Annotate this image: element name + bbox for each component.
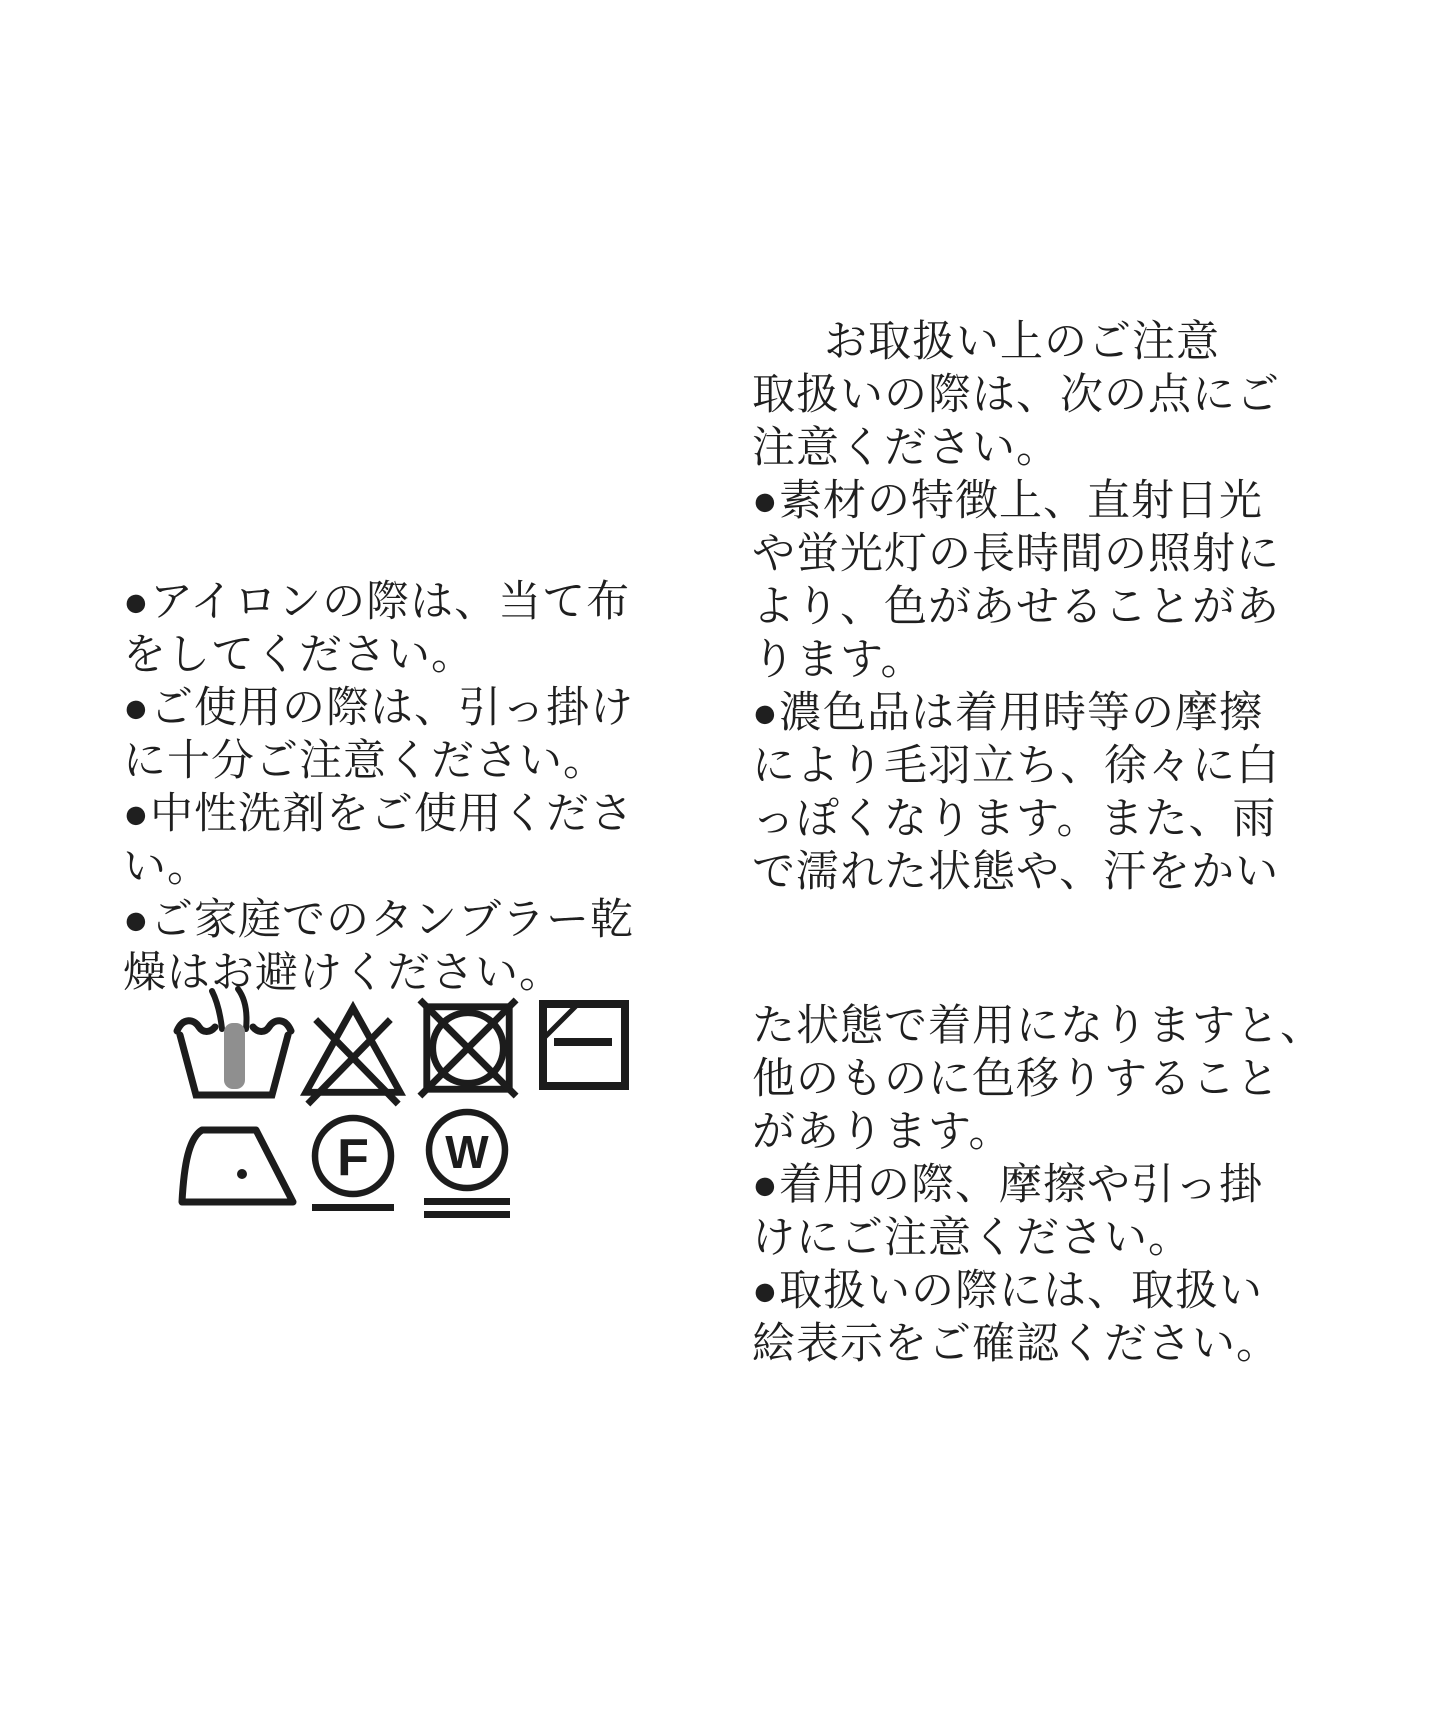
care-note-line: 燥はお避けください。 <box>123 949 563 997</box>
precaution-line: や蛍光灯の長時間の照射に <box>752 530 1280 578</box>
precaution-line: っぽくなります。また、雨 <box>752 795 1277 843</box>
do-not-tumble-dry-icon <box>413 995 523 1101</box>
precaution-line: より、色があせることがあ <box>752 583 1280 631</box>
section-title: お取扱い上のご注意 <box>824 318 1220 366</box>
dry-clean-f-icon <box>306 1112 400 1215</box>
precaution-line: た状態で着用になりますと、 <box>752 1002 1324 1050</box>
precaution-line: けにご注意ください。 <box>752 1214 1192 1262</box>
precaution-line: 注意ください。 <box>752 424 1060 472</box>
precaution-line: 絵表示をご確認ください。 <box>752 1320 1280 1368</box>
precaution-line: ●着用の際、摩擦や引っ掛 <box>752 1161 1263 1209</box>
care-note-line: ●ご家庭でのタンブラー乾 <box>123 896 634 944</box>
wet-clean-letter: W <box>445 1126 489 1178</box>
wet-clean-w-icon <box>420 1108 514 1224</box>
iron-low-icon <box>176 1122 298 1208</box>
precaution-line: 他のものに色移りすること <box>752 1055 1280 1103</box>
precaution-line: 取扱いの際は、次の点にご <box>752 371 1280 419</box>
precaution-line: ●濃色品は着用時等の摩擦 <box>752 689 1263 737</box>
precaution-line: により毛羽立ち、徐々に白 <box>752 742 1280 790</box>
precaution-line: があります。 <box>752 1108 1013 1156</box>
flat-dry-in-shade-icon <box>538 997 630 1092</box>
handling-precautions-block1 <box>752 316 1280 899</box>
dry-clean-letter: F <box>337 1129 369 1187</box>
hand-wash-icon <box>172 983 296 1105</box>
precaution-line: ●取扱いの際には、取扱い <box>752 1267 1263 1315</box>
handling-precautions-block2 <box>752 1000 1324 1371</box>
do-not-bleach-icon <box>298 996 408 1108</box>
precaution-line: ●素材の特徴上、直射日光 <box>752 477 1263 525</box>
care-note-line: ●ご使用の際は、引っ掛け <box>123 684 634 732</box>
left-care-notes <box>123 576 634 1000</box>
precaution-line: で濡れた状態や、汗をかい <box>752 848 1280 896</box>
care-note-line: ●中性洗剤をご使用くださ <box>123 790 634 838</box>
care-note-line: をしてください。 <box>123 631 475 679</box>
care-note-line: ●アイロンの際は、当て布 <box>123 578 631 626</box>
precaution-line: ります。 <box>752 636 925 684</box>
care-note-line: い。 <box>123 843 211 891</box>
care-note-line: に十分ご注意ください。 <box>123 737 607 785</box>
